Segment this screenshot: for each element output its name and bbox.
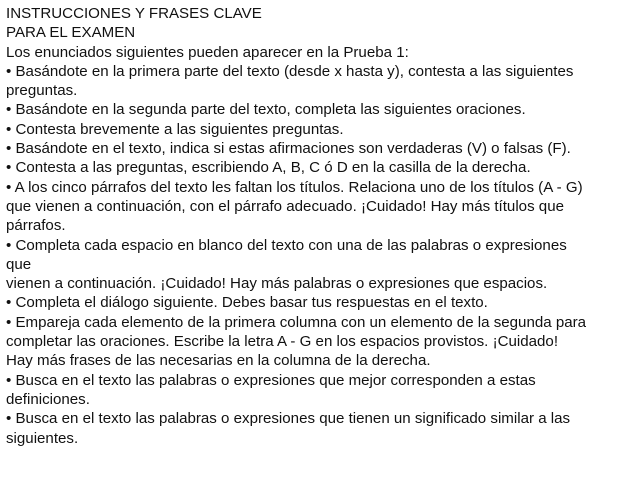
instruction-item-5 [6, 158, 634, 177]
instruction-line: preguntas. [6, 82, 78, 100]
instruction-item-11 [6, 409, 634, 448]
instruction-line: Hay más frases de las necesarias en la columna de la derecha. [6, 352, 431, 370]
instruction-line: • Busca en el texto las palabras o expresiones que tienen un significado similar a las [6, 410, 571, 428]
instruction-item-4 [6, 139, 634, 158]
instruction-item-2 [6, 100, 634, 119]
instruction-item-3 [6, 120, 634, 139]
instruction-item-9 [6, 313, 634, 371]
instruction-line: • Contesta brevemente a las siguientes preguntas. [6, 120, 344, 138]
instruction-item-10 [6, 371, 634, 410]
instruction-line: que vienen a continuación, con el párrafo adecuado. ¡Cuidado! Hay más títulos que [6, 197, 564, 215]
intro-text: Los enunciados siguientes pueden aparecer en la Prueba 1: [6, 43, 409, 61]
instruction-line: • A los cinco párrafos del texto les faltan los títulos. Relaciona uno de los títulos (A - G) [6, 178, 583, 196]
title-line-2: PARA EL EXAMEN [6, 24, 136, 42]
instruction-line: • Basándote en el texto, indica si estas afirmaciones son verdaderas (V) o falsas (F). [6, 140, 571, 158]
instruction-line: • Contesta a las preguntas, escribiendo A, B, C ó D en la casilla de la derecha. [6, 159, 531, 177]
instruction-item-6 [6, 178, 634, 236]
instruction-line: • Completa cada espacio en blanco del texto con una de las palabras o expresiones [6, 236, 567, 254]
title-line-1: INSTRUCCIONES Y FRASES CLAVE [6, 5, 262, 22]
instruction-line: • Busca en el texto las palabras o expresiones que mejor corresponden a estas [6, 371, 536, 389]
instruction-line: • Completa el diálogo siguiente. Debes basar tus respuestas en el texto. [6, 294, 488, 312]
instruction-line: vienen a continuación. ¡Cuidado! Hay más palabras o expresiones que espacios. [6, 275, 548, 293]
instruction-line: • Basándote en la primera parte del texto (desde x hasta y), contesta a las siguientes [6, 62, 574, 80]
instruction-line: que [6, 255, 32, 273]
instruction-line: completar las oraciones. Escribe la letra A - G en los espacios provistos. ¡Cuidado! [6, 333, 559, 351]
instruction-line: definiciones. [6, 390, 90, 408]
instruction-item-7 [6, 236, 634, 294]
instruction-item-1 [6, 62, 634, 101]
instruction-item-8 [6, 293, 634, 312]
instruction-line: • Empareja cada elemento de la primera columna con un elemento de la segunda para [6, 313, 587, 331]
instruction-line: siguientes. [6, 429, 79, 447]
document [6, 4, 634, 448]
instruction-line: párrafos. [6, 217, 66, 235]
instruction-line: • Basándote en la segunda parte del texto, completa las siguientes oraciones. [6, 101, 526, 119]
